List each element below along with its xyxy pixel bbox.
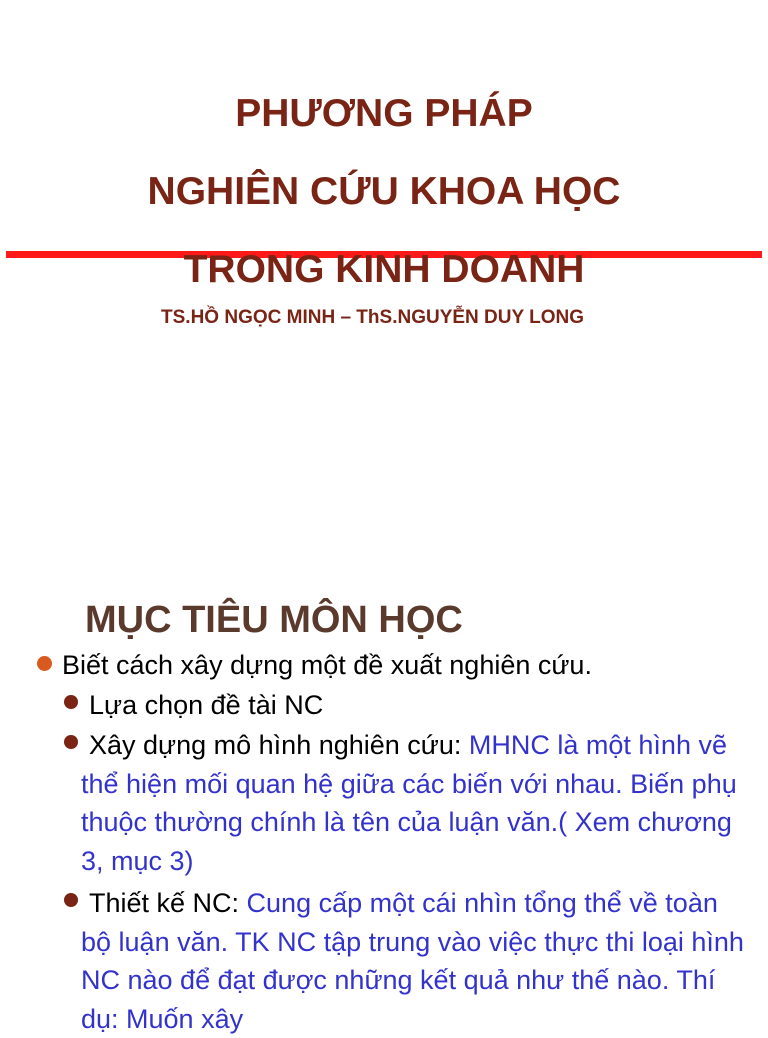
authors-line: TS.HỒ NGỌC MINH – ThS.NGUYỄN DUY LONG bbox=[161, 307, 584, 328]
sub-bullet-dot-icon bbox=[64, 695, 78, 709]
sub-bullet-dot-icon bbox=[64, 735, 78, 749]
sub-bullet-text: Lựa chọn đề tài NC bbox=[89, 690, 324, 720]
slide-heading: MỤC TIÊU MÔN HỌC bbox=[85, 599, 463, 641]
sub-bullet-item-1 bbox=[81, 686, 753, 725]
sub-bullet-dot-icon bbox=[64, 893, 78, 907]
objectives-slide bbox=[0, 590, 768, 1034]
sub-bullet-detail: Cung cấp một cái nhìn tổng thể về toàn bộ luận văn. TK NC tập trung vào việc thực thi loại hình NC nào để đạt được những kết quả như thế nào. Thí dụ: Muốn xây bbox=[81, 888, 744, 1034]
sub-bullet-item-3 bbox=[81, 884, 753, 1038]
bullet-item-1: Biết cách xây dựng một đề xuất nghiên cứu. bbox=[62, 650, 592, 680]
title-line-3: TRONG KINH DOANH bbox=[183, 248, 585, 291]
title-line-1: PHƯƠNG PHÁP bbox=[235, 92, 533, 135]
title-line-2: NGHIÊN CỨU KHOA HỌC bbox=[147, 170, 621, 213]
sub-bullet-lead: Xây dựng mô hình nghiên cứu: bbox=[89, 730, 469, 760]
sub-bullet-detail: MHNC là một hình vẽ thể hiện mối quan hệ giữa các biến với nhau. Biến phụ thuộc thường chính là tên của luận văn.( Xem chương 3, mục 3) bbox=[81, 730, 737, 876]
bullet-dot-icon bbox=[37, 656, 52, 671]
sub-bullet-item-2 bbox=[81, 726, 753, 880]
sub-bullet-lead: Thiết kế NC: bbox=[89, 888, 247, 918]
